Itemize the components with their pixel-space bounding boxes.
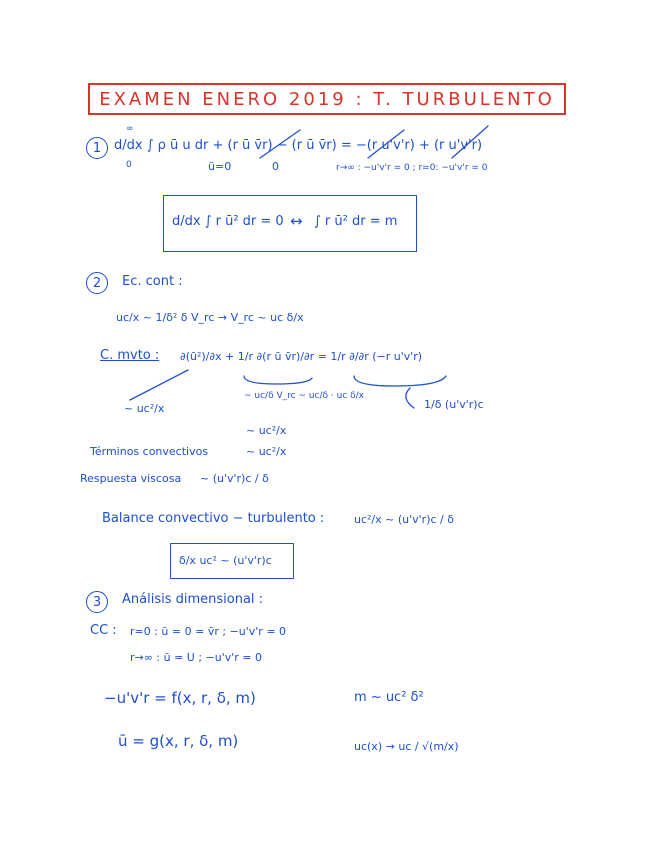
section-1-condition-mid: 0 (272, 160, 279, 173)
scale-turbulent-right: 1/δ (u'v'r)c (424, 398, 484, 411)
balance-label: Balance convectivo − turbulento : (102, 511, 325, 526)
brace-right-stroke (354, 376, 446, 386)
scale-pointer-stroke (130, 370, 188, 400)
boundary-condition-1: r=0 : ū = 0 = v̄r ; −u'v'r = 0 (130, 625, 287, 638)
section-1-equation: d/dx ∫ ρ ū u dr + (r ū v̄r) − (r ū v̄r) = −(r u'v'r) + (r u'v'r) (114, 138, 483, 153)
cross-out-stroke-1 (260, 130, 300, 158)
section-1-conditions: r→∞ : −u'v'r = 0 ; r=0: −u'v'r = 0 (336, 163, 488, 173)
brace-right-tail-stroke (406, 388, 414, 408)
convective-terms-scale: ~ uc²/x (246, 445, 287, 458)
momentum-equation: ∂(ū²)/∂x + 1/r ∂(r ū v̄r)/∂r = 1/r ∂/∂r (−r u'v'r) (180, 350, 423, 363)
balance-equation: uc²/x ~ (u'v'r)c / δ (354, 513, 454, 526)
function-velocity: ū = g(x, r, δ, m) (118, 732, 239, 750)
section-1-condition-left: ū=0 (208, 160, 232, 173)
section-2-boxed-result: δ/x uc² ~ (u'v'r)c (179, 554, 272, 567)
convective-terms-label: Términos convectivos (90, 445, 209, 458)
viscous-response-label: Respuesta viscosa (80, 472, 182, 485)
cross-out-stroke-2 (368, 130, 404, 158)
brace-middle-stroke (244, 376, 312, 384)
section-3-heading: Análisis dimensional : (122, 592, 264, 607)
boundary-condition-2: r→∞ : ū = U ; −u'v'r = 0 (130, 651, 263, 664)
section-1-result-arrow: ↔ (290, 212, 303, 230)
section-1-result-right: ∫ r ū² dr = m (314, 214, 398, 229)
section-1-result-left: d/dx ∫ r ū² dr = 0 (172, 214, 284, 229)
section-1-lower-limit: 0 (126, 160, 132, 170)
centerline-velocity-scale: uc(x) → uc / √(m/x) (354, 740, 459, 753)
momentum-label: C. mvto : (100, 348, 160, 363)
function-stress: −u'v'r = f(x, r, δ, m) (104, 689, 256, 707)
section-2-heading: Ec. cont : (122, 274, 183, 289)
page-title: EXAMEN ENERO 2019 : T. TURBULENTO (99, 89, 555, 110)
boundary-conditions-label: CC : (90, 623, 117, 638)
scale-convective-left: ~ uc²/x (124, 402, 165, 415)
scale-convective-mid2: ~ uc²/x (246, 424, 287, 437)
momentum-scale: m ~ uc² δ² (354, 690, 424, 705)
section-1-number: 1 (86, 137, 108, 159)
continuity-equation: uc/x ~ 1/δ² δ V_rc → V_rc ~ uc δ/x (116, 311, 304, 324)
section-2-number: 2 (86, 272, 108, 294)
scale-convective-mid: ~ uc/δ V_rc ~ uc/δ · uc δ/x (244, 391, 364, 401)
viscous-response-scale: ~ (u'v'r)c / δ (200, 472, 269, 485)
cross-out-stroke-3 (452, 126, 488, 158)
section-1-upper-limit: ∞ (126, 124, 134, 134)
section-3-number: 3 (86, 591, 108, 613)
